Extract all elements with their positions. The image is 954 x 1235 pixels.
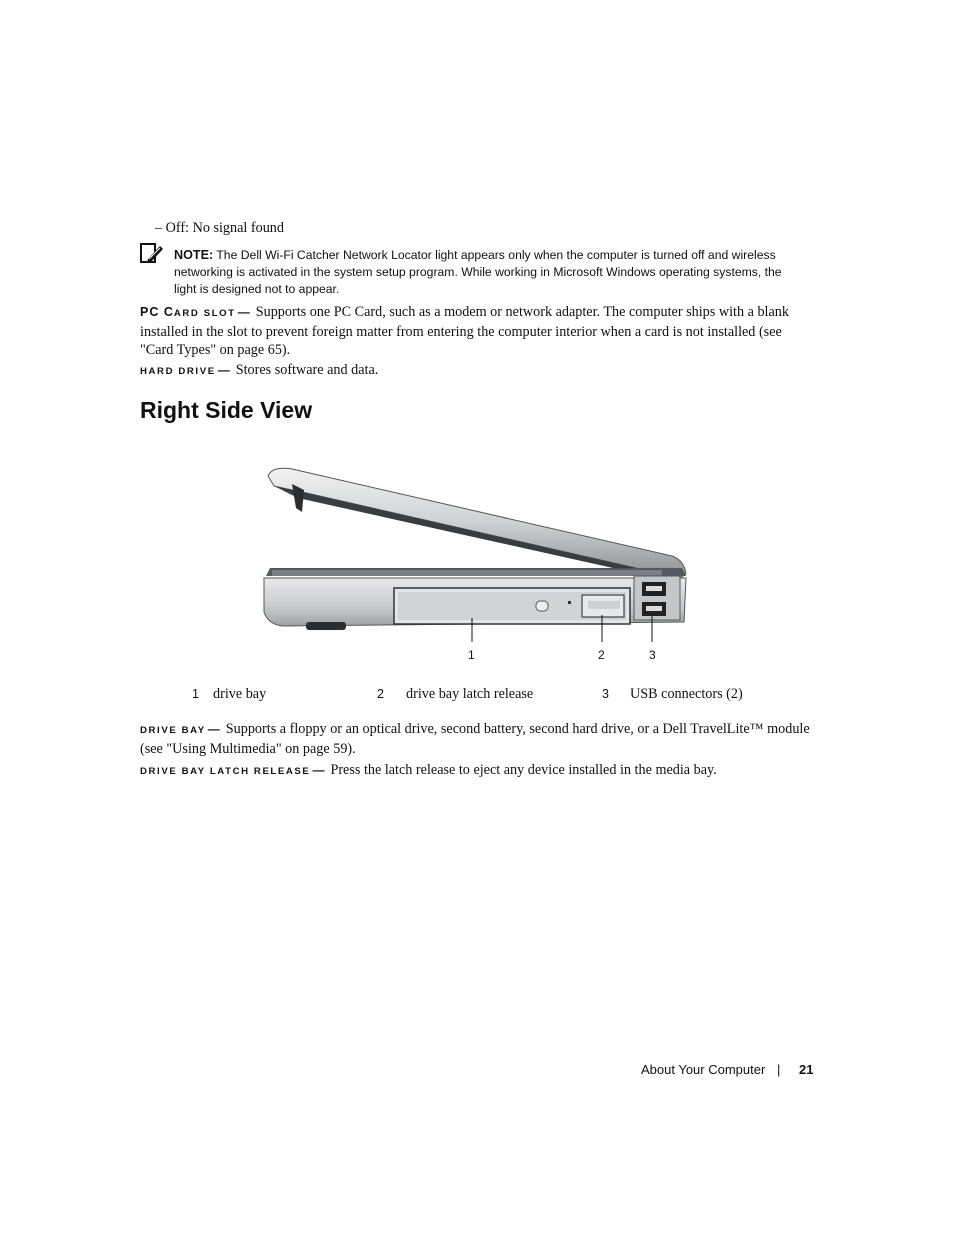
latch-release-term: DRIVE BAY LATCH RELEASE	[140, 766, 311, 777]
note-label: NOTE:	[174, 248, 214, 262]
footer-separator: |	[777, 1062, 781, 1077]
note-text-1: The Dell Wi-Fi Catcher Network Locator light appears only when the computer is turned off and wireless	[216, 248, 776, 262]
footer-section: About Your Computer	[641, 1062, 766, 1077]
drive-bay-dash: —	[207, 722, 220, 736]
callout-1: 1	[468, 648, 475, 662]
drive-bay-line-1	[140, 720, 830, 740]
drive-bay-line-2: (see "Using Multimedia" on page 59).	[140, 741, 356, 757]
pc-card-line-3: "Card Types" on page 65).	[140, 342, 291, 358]
pc-card-dash: —	[237, 305, 250, 319]
status-line: – Off: No signal found	[155, 220, 284, 236]
hard-drive-dash: —	[217, 363, 230, 377]
drive-bay-text-1: Supports a floppy or an optical drive, second battery, second hard drive, or a Dell TravelLite™ module	[225, 721, 810, 737]
section-title: Right Side View	[140, 397, 313, 423]
pc-card-line-2: installed in the slot to prevent foreign matter from entering the computer interior when a card is not installed (see	[140, 324, 782, 340]
figure-legend	[190, 686, 790, 706]
pc-card-term-a: PC C	[140, 305, 174, 319]
latch-release-text: Press the latch release to eject any device installed in the media bay.	[330, 762, 717, 778]
note-line-1	[174, 247, 834, 264]
hard-drive-text: Stores software and data.	[235, 362, 379, 378]
pc-card-line-1	[140, 303, 820, 323]
latch-release-dash: —	[312, 763, 325, 777]
drive-bay-term: DRIVE BAY	[140, 725, 206, 736]
legend-num-1: 1	[192, 687, 199, 701]
right-side-view-figure	[262, 464, 692, 664]
pc-card-text-1: Supports one PC Card, such as a modem or network adapter. The computer ships with a blank	[255, 304, 789, 320]
pc-card-paragraph	[140, 303, 820, 359]
legend-label-1: drive bay	[213, 686, 267, 702]
pc-card-term-b: ARD SLOT	[173, 308, 236, 319]
note-line-2: networking is activated in the system setup program. While working in Microsoft Windows operating systems, the	[174, 265, 782, 279]
pc-card-term	[140, 305, 236, 319]
note-line-3: light is designed not to appear.	[174, 282, 340, 296]
callout-3: 3	[649, 648, 656, 662]
note-block	[174, 247, 834, 298]
legend-label-2: drive bay latch release	[406, 686, 534, 702]
note-pencil-icon	[140, 243, 164, 265]
hard-drive-term: HARD DRIVE	[140, 366, 216, 377]
hard-drive-paragraph	[140, 361, 820, 381]
page-number: 21	[799, 1062, 814, 1077]
callout-2: 2	[598, 648, 605, 662]
legend-label-3: USB connectors (2)	[630, 686, 743, 702]
legend-num-3: 3	[602, 687, 609, 701]
drive-bay-paragraph	[140, 720, 830, 758]
latch-release-paragraph	[140, 761, 830, 781]
legend-num-2: 2	[377, 687, 384, 701]
